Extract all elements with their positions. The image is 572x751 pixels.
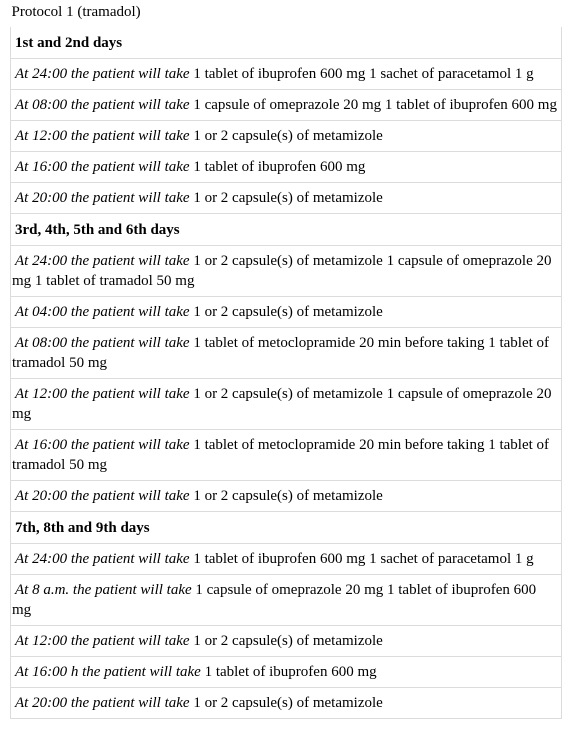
schedule-medication: 1 capsule of omeprazole 20 mg 1 tablet of ibuprofen 600 mg — [189, 97, 557, 113]
schedule-row — [11, 121, 562, 152]
section-heading: 7th, 8th and 9th days — [11, 512, 562, 544]
schedule-medication: 1 or 2 capsule(s) of metamizole — [189, 488, 383, 504]
schedule-time: At 24:00 the patient will take — [15, 66, 190, 82]
section-header-row — [11, 214, 562, 246]
schedule-row — [11, 246, 562, 297]
schedule-time: At 12:00 the patient will take — [15, 128, 190, 144]
schedule-row — [11, 481, 562, 512]
schedule-medication: 1 or 2 capsule(s) of metamizole — [189, 128, 383, 144]
schedule-row — [11, 688, 562, 719]
schedule-row — [11, 59, 562, 90]
schedule-time: At 24:00 the patient will take — [15, 551, 190, 567]
schedule-time: At 12:00 the patient will take — [15, 633, 190, 649]
schedule-cell — [11, 152, 562, 183]
schedule-row — [11, 430, 562, 481]
protocol-table-container — [10, 4, 562, 719]
schedule-cell — [11, 544, 562, 575]
schedule-row — [11, 575, 562, 626]
schedule-time: At 20:00 the patient will take — [15, 190, 190, 206]
schedule-time: At 24:00 the patient will take — [15, 253, 190, 269]
schedule-cell — [11, 657, 562, 688]
caption-row — [11, 4, 562, 27]
schedule-time: At 04:00 the patient will take — [15, 304, 190, 320]
schedule-row — [11, 297, 562, 328]
section-header-row — [11, 27, 562, 59]
table-caption: Protocol 1 (tramadol) — [11, 4, 141, 20]
schedule-medication: 1 or 2 capsule(s) of metamizole — [189, 304, 383, 320]
protocol-table — [10, 4, 562, 719]
schedule-medication: 1 tablet of ibuprofen 600 mg 1 sachet of paracetamol 1 g — [189, 66, 534, 82]
schedule-medication: 1 or 2 capsule(s) of metamizole 1 capsule of omeprazole 20 mg — [12, 386, 552, 422]
schedule-cell — [11, 246, 562, 297]
schedule-time: At 12:00 the patient will take — [15, 386, 190, 402]
schedule-row — [11, 183, 562, 214]
schedule-medication: 1 tablet of metoclopramide 20 min before taking 1 tablet of tramadol 50 mg — [12, 335, 550, 371]
schedule-time: At 08:00 the patient will take — [15, 97, 190, 113]
schedule-time: At 16:00 h the patient will take — [15, 664, 201, 680]
schedule-cell — [11, 379, 562, 430]
schedule-medication: 1 or 2 capsule(s) of metamizole — [189, 695, 383, 711]
schedule-row — [11, 379, 562, 430]
schedule-cell — [11, 59, 562, 90]
schedule-row — [11, 657, 562, 688]
schedule-cell — [11, 183, 562, 214]
schedule-medication: 1 tablet of ibuprofen 600 mg — [189, 159, 366, 175]
schedule-medication: 1 or 2 capsule(s) of metamizole 1 capsule of omeprazole 20 mg 1 tablet of tramadol 50 mg — [12, 253, 552, 289]
schedule-medication: 1 tablet of ibuprofen 600 mg — [200, 664, 377, 680]
schedule-time: At 16:00 the patient will take — [15, 437, 190, 453]
schedule-row — [11, 90, 562, 121]
schedule-row — [11, 544, 562, 575]
schedule-cell — [11, 121, 562, 152]
schedule-medication: 1 or 2 capsule(s) of metamizole — [189, 190, 383, 206]
schedule-time: At 20:00 the patient will take — [15, 695, 190, 711]
section-heading: 3rd, 4th, 5th and 6th days — [11, 214, 562, 246]
schedule-cell — [11, 626, 562, 657]
schedule-time: At 20:00 the patient will take — [15, 488, 190, 504]
schedule-cell — [11, 328, 562, 379]
schedule-time: At 16:00 the patient will take — [15, 159, 190, 175]
schedule-medication: 1 or 2 capsule(s) of metamizole — [189, 633, 383, 649]
protocol-table-body — [11, 4, 562, 719]
schedule-medication: 1 tablet of ibuprofen 600 mg 1 sachet of paracetamol 1 g — [189, 551, 534, 567]
schedule-cell — [11, 430, 562, 481]
schedule-row — [11, 328, 562, 379]
section-heading: 1st and 2nd days — [11, 27, 562, 59]
schedule-cell — [11, 481, 562, 512]
schedule-cell — [11, 688, 562, 719]
schedule-time: At 8 a.m. the patient will take — [15, 582, 192, 598]
schedule-cell — [11, 90, 562, 121]
schedule-row — [11, 626, 562, 657]
section-header-row — [11, 512, 562, 544]
schedule-medication: 1 tablet of metoclopramide 20 min before taking 1 tablet of tramadol 50 mg — [12, 437, 550, 473]
schedule-time: At 08:00 the patient will take — [15, 335, 190, 351]
schedule-cell — [11, 297, 562, 328]
schedule-row — [11, 152, 562, 183]
schedule-cell — [11, 575, 562, 626]
schedule-medication: 1 capsule of omeprazole 20 mg 1 tablet of ibuprofen 600 mg — [12, 582, 537, 618]
